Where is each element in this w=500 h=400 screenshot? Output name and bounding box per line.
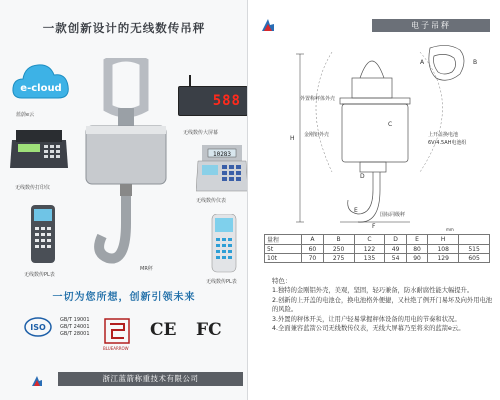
display-caption: 无线数传大屏幕 [183, 130, 219, 136]
left-title: 一款创新设计的无线数传吊秤 [42, 21, 206, 35]
section-header: 电子吊秤 [372, 19, 490, 32]
table-cell: 275 [323, 254, 354, 263]
left-page [0, 0, 248, 400]
features-list [272, 286, 494, 334]
display-digits: 588 [212, 93, 241, 109]
gbt-line: GB/T 19001 [60, 317, 90, 323]
table-cell: 5t [265, 245, 302, 254]
spec-caption: 国标同级秤 [380, 212, 406, 218]
crane-scale-image [78, 58, 174, 270]
table-header-cell: C [354, 235, 385, 245]
table-cell: 49 [385, 245, 406, 254]
table-header-cell: B [323, 235, 354, 245]
table-row [265, 245, 490, 254]
label-outer-shell: 外置称秤体外壳 [300, 96, 336, 102]
dim-label-H: H [290, 135, 295, 142]
table-cell: 54 [385, 254, 406, 263]
cloud-icon [10, 56, 72, 110]
table-cell: 129 [428, 254, 459, 263]
table-header-cell: A [302, 235, 323, 245]
table-cell: 108 [428, 245, 459, 254]
features-title: 特色： [272, 277, 292, 285]
dim-label-E: E [354, 207, 358, 214]
dim-label-C: C [388, 121, 393, 128]
dim-label-A: A [420, 59, 425, 66]
spec-table [264, 234, 490, 263]
feature-item: 1.独特的金刚铝外壳，美观，坚固，轻巧兼备，防水耐腐性能大幅提升。 [272, 287, 474, 294]
gbt-line: GB/T 24001 [60, 324, 90, 330]
ce-mark-icon: CE [150, 320, 177, 340]
table-cell: 90 [406, 254, 427, 263]
table-cell: 70 [302, 254, 323, 263]
technical-drawing [260, 44, 496, 230]
label-battery-cover: 上开盖换电池 [428, 132, 459, 138]
table-cell: 60 [302, 245, 323, 254]
company-logo-icon [30, 374, 44, 388]
right-page [250, 0, 500, 400]
indicator-caption: 无线数传仪表 [196, 198, 227, 204]
dim-label-D: D [360, 173, 365, 180]
table-header-cell [459, 235, 490, 245]
handheld-remote-image [28, 205, 58, 265]
handheld-remote-image-2 [210, 214, 238, 274]
label-battery-spec: 6V/4.5AH电池组 [428, 140, 467, 146]
feature-item: 4.全面兼容蓝箭公司无线数传仪表，无线大屏幕乃至将来的蓝箭e云。 [272, 325, 465, 332]
table-header-cell: E [406, 235, 427, 245]
company-logo-icon [260, 17, 276, 33]
cloud-text: e-cloud [20, 83, 62, 94]
table-header-cell: D [385, 235, 406, 245]
stamp-caption: BLUEARROW [103, 346, 129, 351]
printer-terminal-image [8, 128, 70, 170]
table-row [265, 254, 490, 263]
terminal-caption: 无线数传打印仪 [15, 185, 51, 191]
iso-logo-icon [24, 317, 52, 337]
indicator-digits: 10283 [212, 151, 232, 158]
large-display-image [178, 86, 248, 116]
table-cell: 250 [323, 245, 354, 254]
feature-item: 3.外置的秤体开关，让用户轻易掌握秤体设备的用电的节奏和状况。 [272, 315, 461, 323]
iso-label: ISO [30, 323, 46, 332]
handheld2-caption: 无线数传PL表 [206, 279, 237, 285]
table-cell: 10t [265, 254, 302, 263]
antenna [189, 75, 191, 87]
unit-caption: mm [446, 227, 454, 232]
table-cell: 135 [354, 254, 385, 263]
gbt-standards [60, 317, 90, 338]
table-header-cell: 量程 [265, 235, 302, 245]
table-cell: 80 [406, 245, 427, 254]
feature-item: 2.创新的上开盖的电池仓，换电池格外便捷，又杜绝了例开门易坏及向外用电池的风险。 [272, 296, 493, 313]
table-cell: 515 [459, 245, 490, 254]
label-alloy-shell: 金刚铝外壳 [304, 132, 330, 138]
table-cell: 605 [459, 254, 490, 263]
cloud-caption: 蓝蔚e云 [16, 112, 35, 118]
fc-mark-icon: FC [196, 320, 222, 340]
handheld1-caption: 无线数传PL表 [24, 272, 55, 278]
brand-stamp-icon [104, 318, 130, 344]
hook-caption: MR秤 [140, 266, 153, 272]
dim-label-B: B [473, 59, 478, 66]
company-footer: 浙江蓝箭称重技术有限公司 [58, 372, 243, 386]
dim-label-F: F [372, 223, 376, 230]
indicator-image [196, 145, 248, 193]
slogan: 一切为您所想，创新引领未来 [52, 292, 196, 303]
table-header-cell: H [428, 235, 459, 245]
table-cell: 122 [354, 245, 385, 254]
table-header-row [265, 235, 490, 245]
gbt-line: GB/T 28001 [60, 331, 90, 337]
